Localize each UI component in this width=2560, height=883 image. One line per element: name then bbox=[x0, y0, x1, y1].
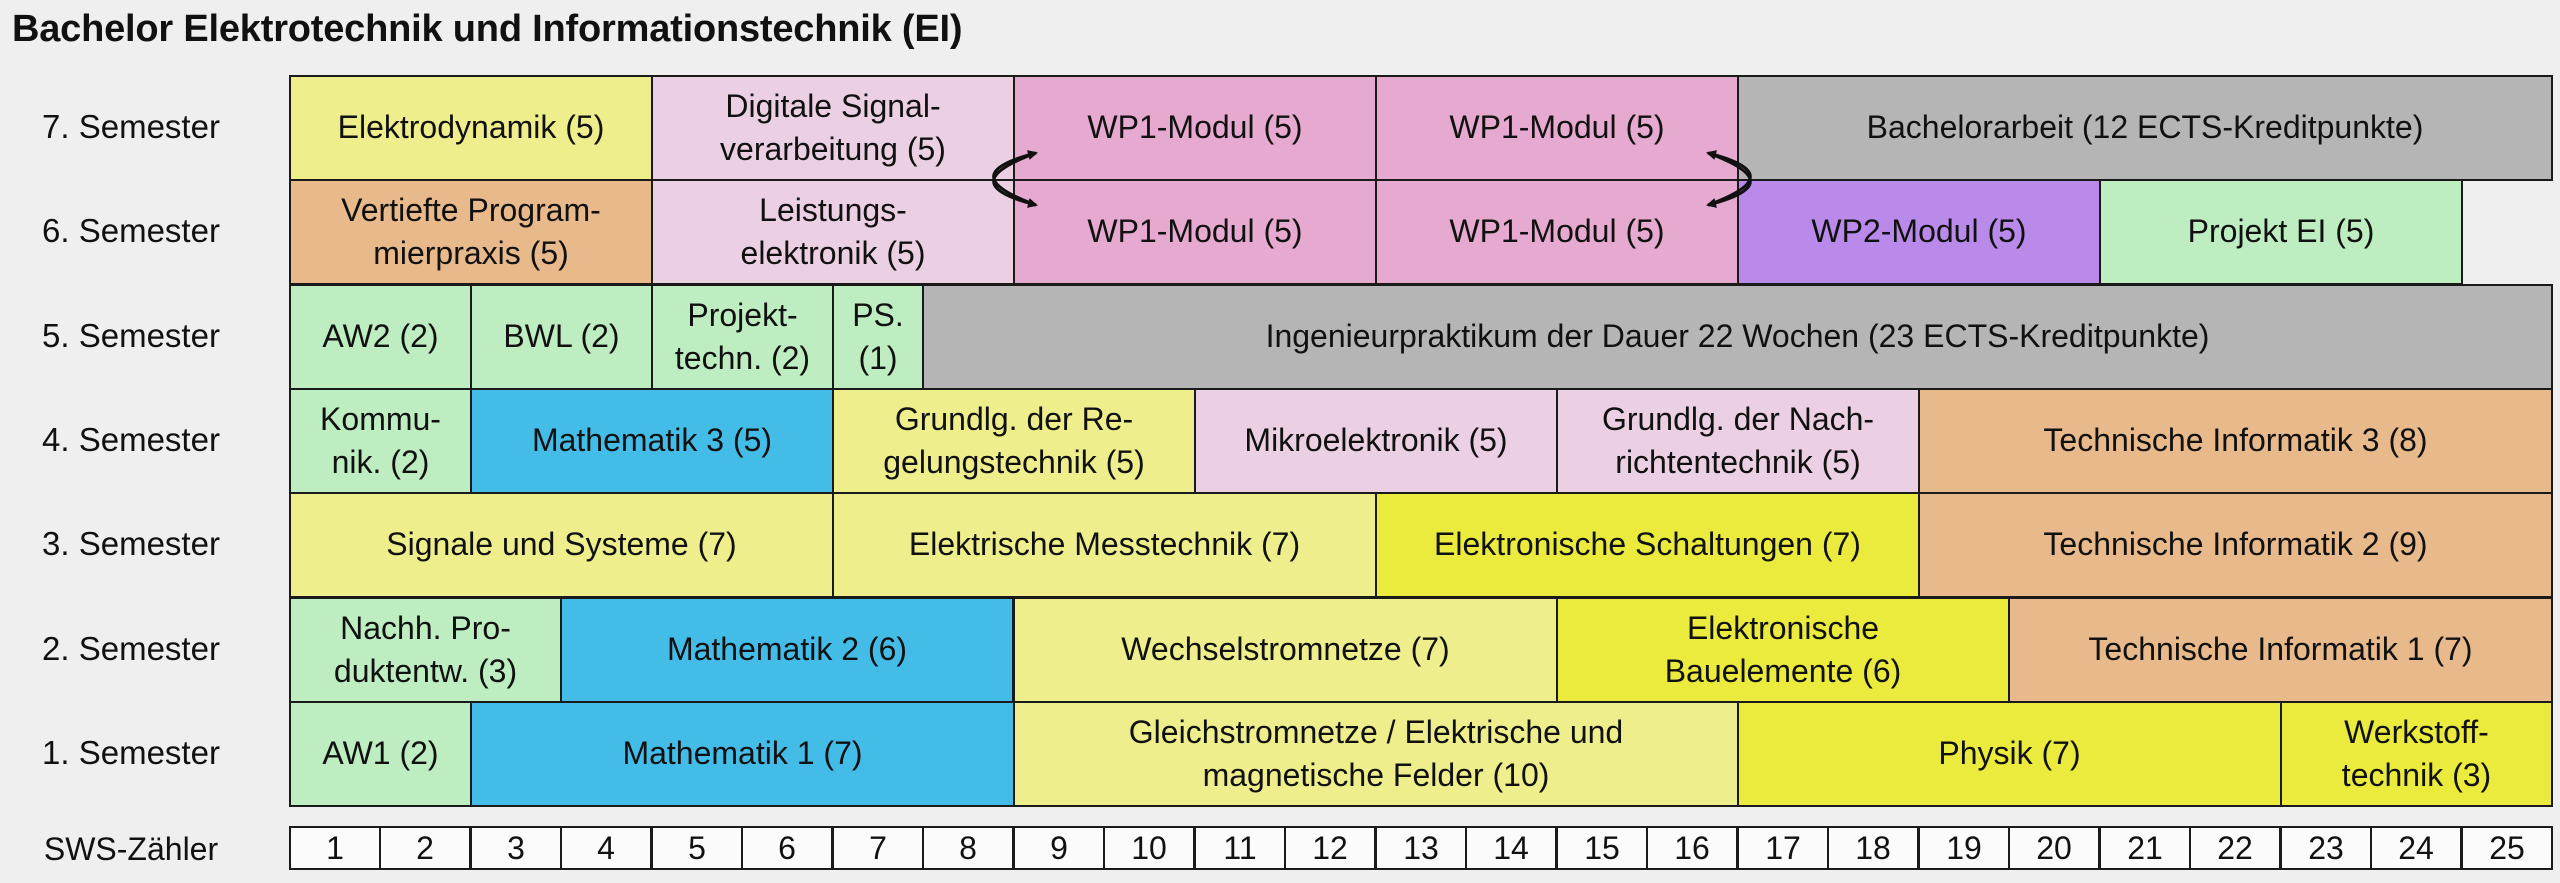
semester-label: 5. Semester bbox=[42, 316, 220, 354]
module-cell: Projekt- techn. (2) bbox=[651, 284, 834, 390]
module-cell: Technische Informatik 2 (9) bbox=[1918, 492, 2553, 598]
module-cell: Grundlg. der Re- gelungstechnik (5) bbox=[832, 388, 1196, 494]
module-cell: Werkstoff- technik (3) bbox=[2280, 701, 2553, 807]
module-cell: Elektrodynamik (5) bbox=[289, 75, 653, 181]
module-cell: Signale und Systeme (7) bbox=[289, 492, 834, 598]
module-cell: PS. (1) bbox=[832, 284, 924, 390]
sws-counter-cell: 12 bbox=[1284, 826, 1376, 870]
module-cell: Digitale Signal- verarbeitung (5) bbox=[651, 75, 1015, 181]
sws-counter-cell: 13 bbox=[1375, 826, 1467, 870]
sws-counter-cell: 23 bbox=[2280, 826, 2372, 870]
module-cell: WP2-Modul (5) bbox=[1737, 179, 2101, 285]
sws-counter-cell: 25 bbox=[2461, 826, 2553, 870]
sws-counter-cell: 19 bbox=[1918, 826, 2010, 870]
sws-counter-cell: 6 bbox=[741, 826, 833, 870]
semester-label: 7. Semester bbox=[42, 108, 220, 145]
module-cell: WP1-Modul (5) bbox=[1375, 179, 1739, 285]
semester-label: 4. Semester bbox=[42, 420, 220, 458]
sws-counter-cell: 8 bbox=[922, 826, 1014, 870]
semester-label: 1. Semester bbox=[42, 733, 220, 771]
module-cell: Physik (7) bbox=[1737, 701, 2282, 807]
module-cell: Elektrische Messtechnik (7) bbox=[832, 492, 1377, 598]
module-cell: Kommu- nik. (2) bbox=[289, 388, 472, 494]
module-cell: Vertiefte Program- mierpraxis (5) bbox=[289, 179, 653, 285]
module-cell: Ingenieurpraktikum der Dauer 22 Wochen (23 ECTS-Kreditpunkte) bbox=[922, 284, 2553, 390]
module-cell: WP1-Modul (5) bbox=[1375, 75, 1739, 181]
module-cell: Bachelorarbeit (12 ECTS-Kreditpunkte) bbox=[1737, 75, 2553, 181]
module-cell: Elektronische Schaltungen (7) bbox=[1375, 492, 1920, 598]
module-cell: Projekt EI (5) bbox=[2099, 179, 2463, 285]
sws-counter-cell: 9 bbox=[1013, 826, 1105, 870]
module-cell: WP1-Modul (5) bbox=[1013, 75, 1377, 181]
module-cell: WP1-Modul (5) bbox=[1013, 179, 1377, 285]
sws-counter-cell: 3 bbox=[470, 826, 562, 870]
module-cell: Mikroelektronik (5) bbox=[1194, 388, 1558, 494]
module-cell: Mathematik 2 (6) bbox=[560, 597, 1014, 703]
module-cell: Mathematik 1 (7) bbox=[470, 701, 1015, 807]
module-cell: Leistungs- elektronik (5) bbox=[651, 179, 1015, 285]
sws-counter-cell: 4 bbox=[560, 826, 652, 870]
sws-counter-cell: 7 bbox=[832, 826, 924, 870]
sws-counter-cell: 2 bbox=[379, 826, 471, 870]
semester-label: 3. Semester bbox=[42, 525, 220, 563]
module-cell: Technische Informatik 1 (7) bbox=[2008, 597, 2553, 703]
sws-counter-cell: 5 bbox=[651, 826, 743, 870]
module-cell: Gleichstromnetze / Elektrische und magnetische Felder (10) bbox=[1013, 701, 1739, 807]
module-cell: Elektronische Bauelemente (6) bbox=[1556, 597, 2010, 703]
sws-counter-cell: 18 bbox=[1827, 826, 1919, 870]
sws-counter-label: SWS-Zähler bbox=[43, 830, 219, 867]
sws-counter-cell: 21 bbox=[2099, 826, 2191, 870]
sws-counter-cell: 16 bbox=[1646, 826, 1738, 870]
sws-counter-cell: 11 bbox=[1194, 826, 1286, 870]
sws-counter-cell: 17 bbox=[1737, 826, 1829, 870]
sws-counter-cell: 20 bbox=[2008, 826, 2100, 870]
module-cell: AW2 (2) bbox=[289, 284, 472, 390]
sws-counter-cell: 1 bbox=[289, 826, 381, 870]
semester-label: 6. Semester bbox=[42, 212, 220, 250]
sws-counter-cell: 24 bbox=[2370, 826, 2462, 870]
module-cell: Wechselstromnetze (7) bbox=[1013, 597, 1558, 703]
semester-label: 2. Semester bbox=[42, 629, 220, 667]
sws-counter-cell: 15 bbox=[1556, 826, 1648, 870]
sws-counter-cell: 22 bbox=[2189, 826, 2281, 870]
module-cell: Nachh. Pro- duktentw. (3) bbox=[289, 597, 562, 703]
page-title: Bachelor Elektrotechnik und Informationstechnik (EI) bbox=[12, 8, 963, 50]
module-cell: Technische Informatik 3 (8) bbox=[1918, 388, 2553, 494]
module-cell: BWL (2) bbox=[470, 284, 653, 390]
sws-counter-cell: 10 bbox=[1103, 826, 1195, 870]
module-cell: AW1 (2) bbox=[289, 701, 472, 807]
sws-counter-cell: 14 bbox=[1465, 826, 1557, 870]
module-cell: Mathematik 3 (5) bbox=[470, 388, 834, 494]
module-cell: Grundlg. der Nach- richtentechnik (5) bbox=[1556, 388, 1920, 494]
